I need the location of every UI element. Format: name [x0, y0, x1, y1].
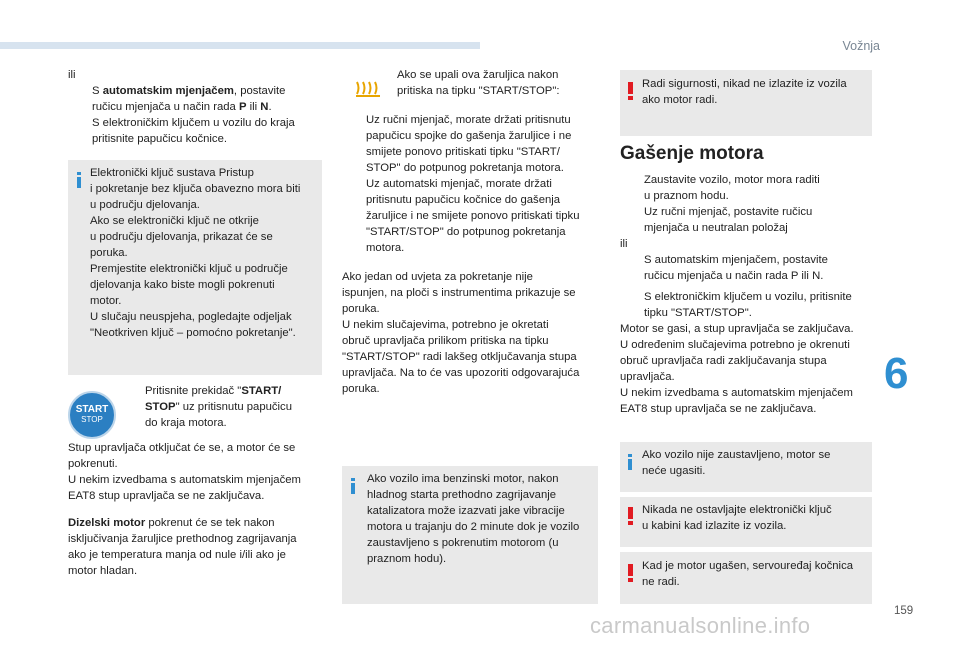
header-bar — [0, 42, 480, 49]
info-icon — [628, 454, 632, 470]
info-box-key — [68, 160, 322, 375]
warning-box-brakes — [620, 552, 872, 604]
info-box-text: Ako vozilo ima benzinski motor, nakon hladnog starta prethodno zagrijavanje katalizatora može izazvati jake vibracije motora u trajanju do 2 minute dok je vozilo zaustavljeno s pokrenutim motorom (u praznom hodu). — [367, 473, 580, 565]
start-stop-button-icon: START STOP — [68, 391, 116, 439]
col2-bullets — [342, 112, 598, 256]
bullet-manual-neutral: Uz ručni mjenjač, postavite ručicu mjenjača u neutralan položaj — [644, 206, 813, 234]
warning-text: Kad je motor ugašen, servouređaj kočnica ne radi. — [642, 560, 853, 588]
warning-text: Radi sigurnosti, nikad ne izlazite iz vozila ako motor radi. — [642, 78, 847, 106]
heading-engine-off: Gašenje motora — [620, 143, 764, 164]
info-box-petrol — [342, 466, 598, 604]
preheating-lamp-icon — [354, 78, 384, 100]
warning-box-safety — [620, 70, 872, 136]
warning-icon — [628, 507, 633, 525]
col3-bullets: Zaustavite vozilo, motor mora raditi u praznom hodu. Uz ručni mjenjač, postavite ručicu mjenjača u neutralan položaj ili S automatskim mjenjačem, postavite ručicu mjenjača u način rada P ili N. S elektroničkim ključem u vozilu, pritisnite tipku "START/STOP". Motor se gasi, a stup upravljača se zaključava. U određenim slučajevima potrebno je okrenuti obruč upravljača radi zaključavanja stupa upravljača. U nekim izvedbama s automatskim mjenjačem EAT8 stup upravljača se ne zaključava. — [620, 172, 876, 417]
bullet-brake: S elektroničkim ključem u vozilu do kraja pritisnite papučicu kočnice. — [92, 117, 295, 145]
col1-top — [68, 67, 318, 147]
warning-text: Nikada ne ostavljajte elektronički ključ u kabini kad izlazite iz vozila. — [642, 504, 832, 532]
bullet-press-stop: S elektroničkim ključem u vozilu, pritisnite tipku "START/STOP". — [644, 291, 852, 319]
info-icon — [77, 172, 81, 188]
ili-text: ili — [68, 69, 76, 81]
diesel-paragraph: Dizelski motor pokrenut će se tek nakon isključivanja žaruljice prethodnog zagrijavanja ako je temperatura manja od nule i/ili ako je motor hladan. — [68, 517, 297, 577]
section-title: Vožnja — [842, 39, 880, 53]
info-box-text: Ako vozilo nije zaustavljeno, motor se neće ugasiti. — [642, 449, 831, 477]
page-number: 159 — [894, 605, 914, 617]
bullet-auto-park: S automatskim mjenjačem, postavite ručicu mjenjača u način rada P ili N. — [644, 254, 828, 282]
bullet-manual: Uz ručni mjenjač, morate držati pritisnutu papučicu spojke do gašenja žaruljice i ne smijete ponovo pritiskati tipku "START/ STOP" do potpunog pokretanja motora. — [366, 114, 572, 174]
press-start-bullet: Pritisnite prekidač "START/ STOP" uz pritisnutu papučicu do kraja motora. — [145, 385, 292, 429]
watermark: carmanualsonline.info — [590, 613, 811, 638]
info-box-text: Elektronički ključ sustava Pristup i pokretanje bez ključa obavezno mora biti u području djelovanja. Ako se elektronički ključ ne otkrije u području djelovanja, prikazat će se poruka. Premjestite elektronički ključ u područje djelovanja kako biste mogli pokrenuti motor. U slučaju neuspjeha, pogledajte odjeljak "Neotkriven ključ – pomoćno pokretanje". — [90, 167, 301, 339]
unlock-paragraph: Stup upravljača otključat će se, a motor će se pokrenuti. U nekim izvedbama s automatskim mjenjačem EAT8 stup upravljača se ne zaključava. — [68, 442, 301, 502]
bullet-automatic-2: Uz automatski mjenjač, morate držati pritisnutu papučicu kočnice do gašenja žaruljice i ne smijete ponovo pritiskati tipku "START/STOP" do potpunog pokretanja motora. — [366, 178, 580, 254]
lamp-text: Ako se upali ova žaruljica nakon pritiska na tipku "START/STOP": — [397, 69, 560, 97]
conditions-paragraph: Ako jedan od uvjeta za pokretanje nije ispunjen, na ploči s instrumentima prikazuje se poruka. U nekim slučajevima, potrebno je okretati obruč upravljača prilikom pritiska na tipku "START/STOP" radi lakšeg otključavanja stupa upravljača. Na to će vas upozoriti odgovarajuća poruka. — [342, 271, 580, 395]
ili-text: ili — [620, 238, 628, 250]
bullet-automatic: S automatskim mjenjačem, postavite ručicu mjenjača u način rada P ili N. — [92, 85, 286, 113]
warning-box-key — [620, 497, 872, 547]
bullet-stop-vehicle: Zaustavite vozilo, motor mora raditi u praznom hodu. — [644, 174, 820, 202]
info-icon — [351, 478, 355, 494]
chapter-number: 6 — [884, 349, 909, 398]
info-box-not-stopped — [620, 442, 872, 492]
warning-icon — [628, 82, 633, 100]
warning-icon — [628, 564, 633, 582]
